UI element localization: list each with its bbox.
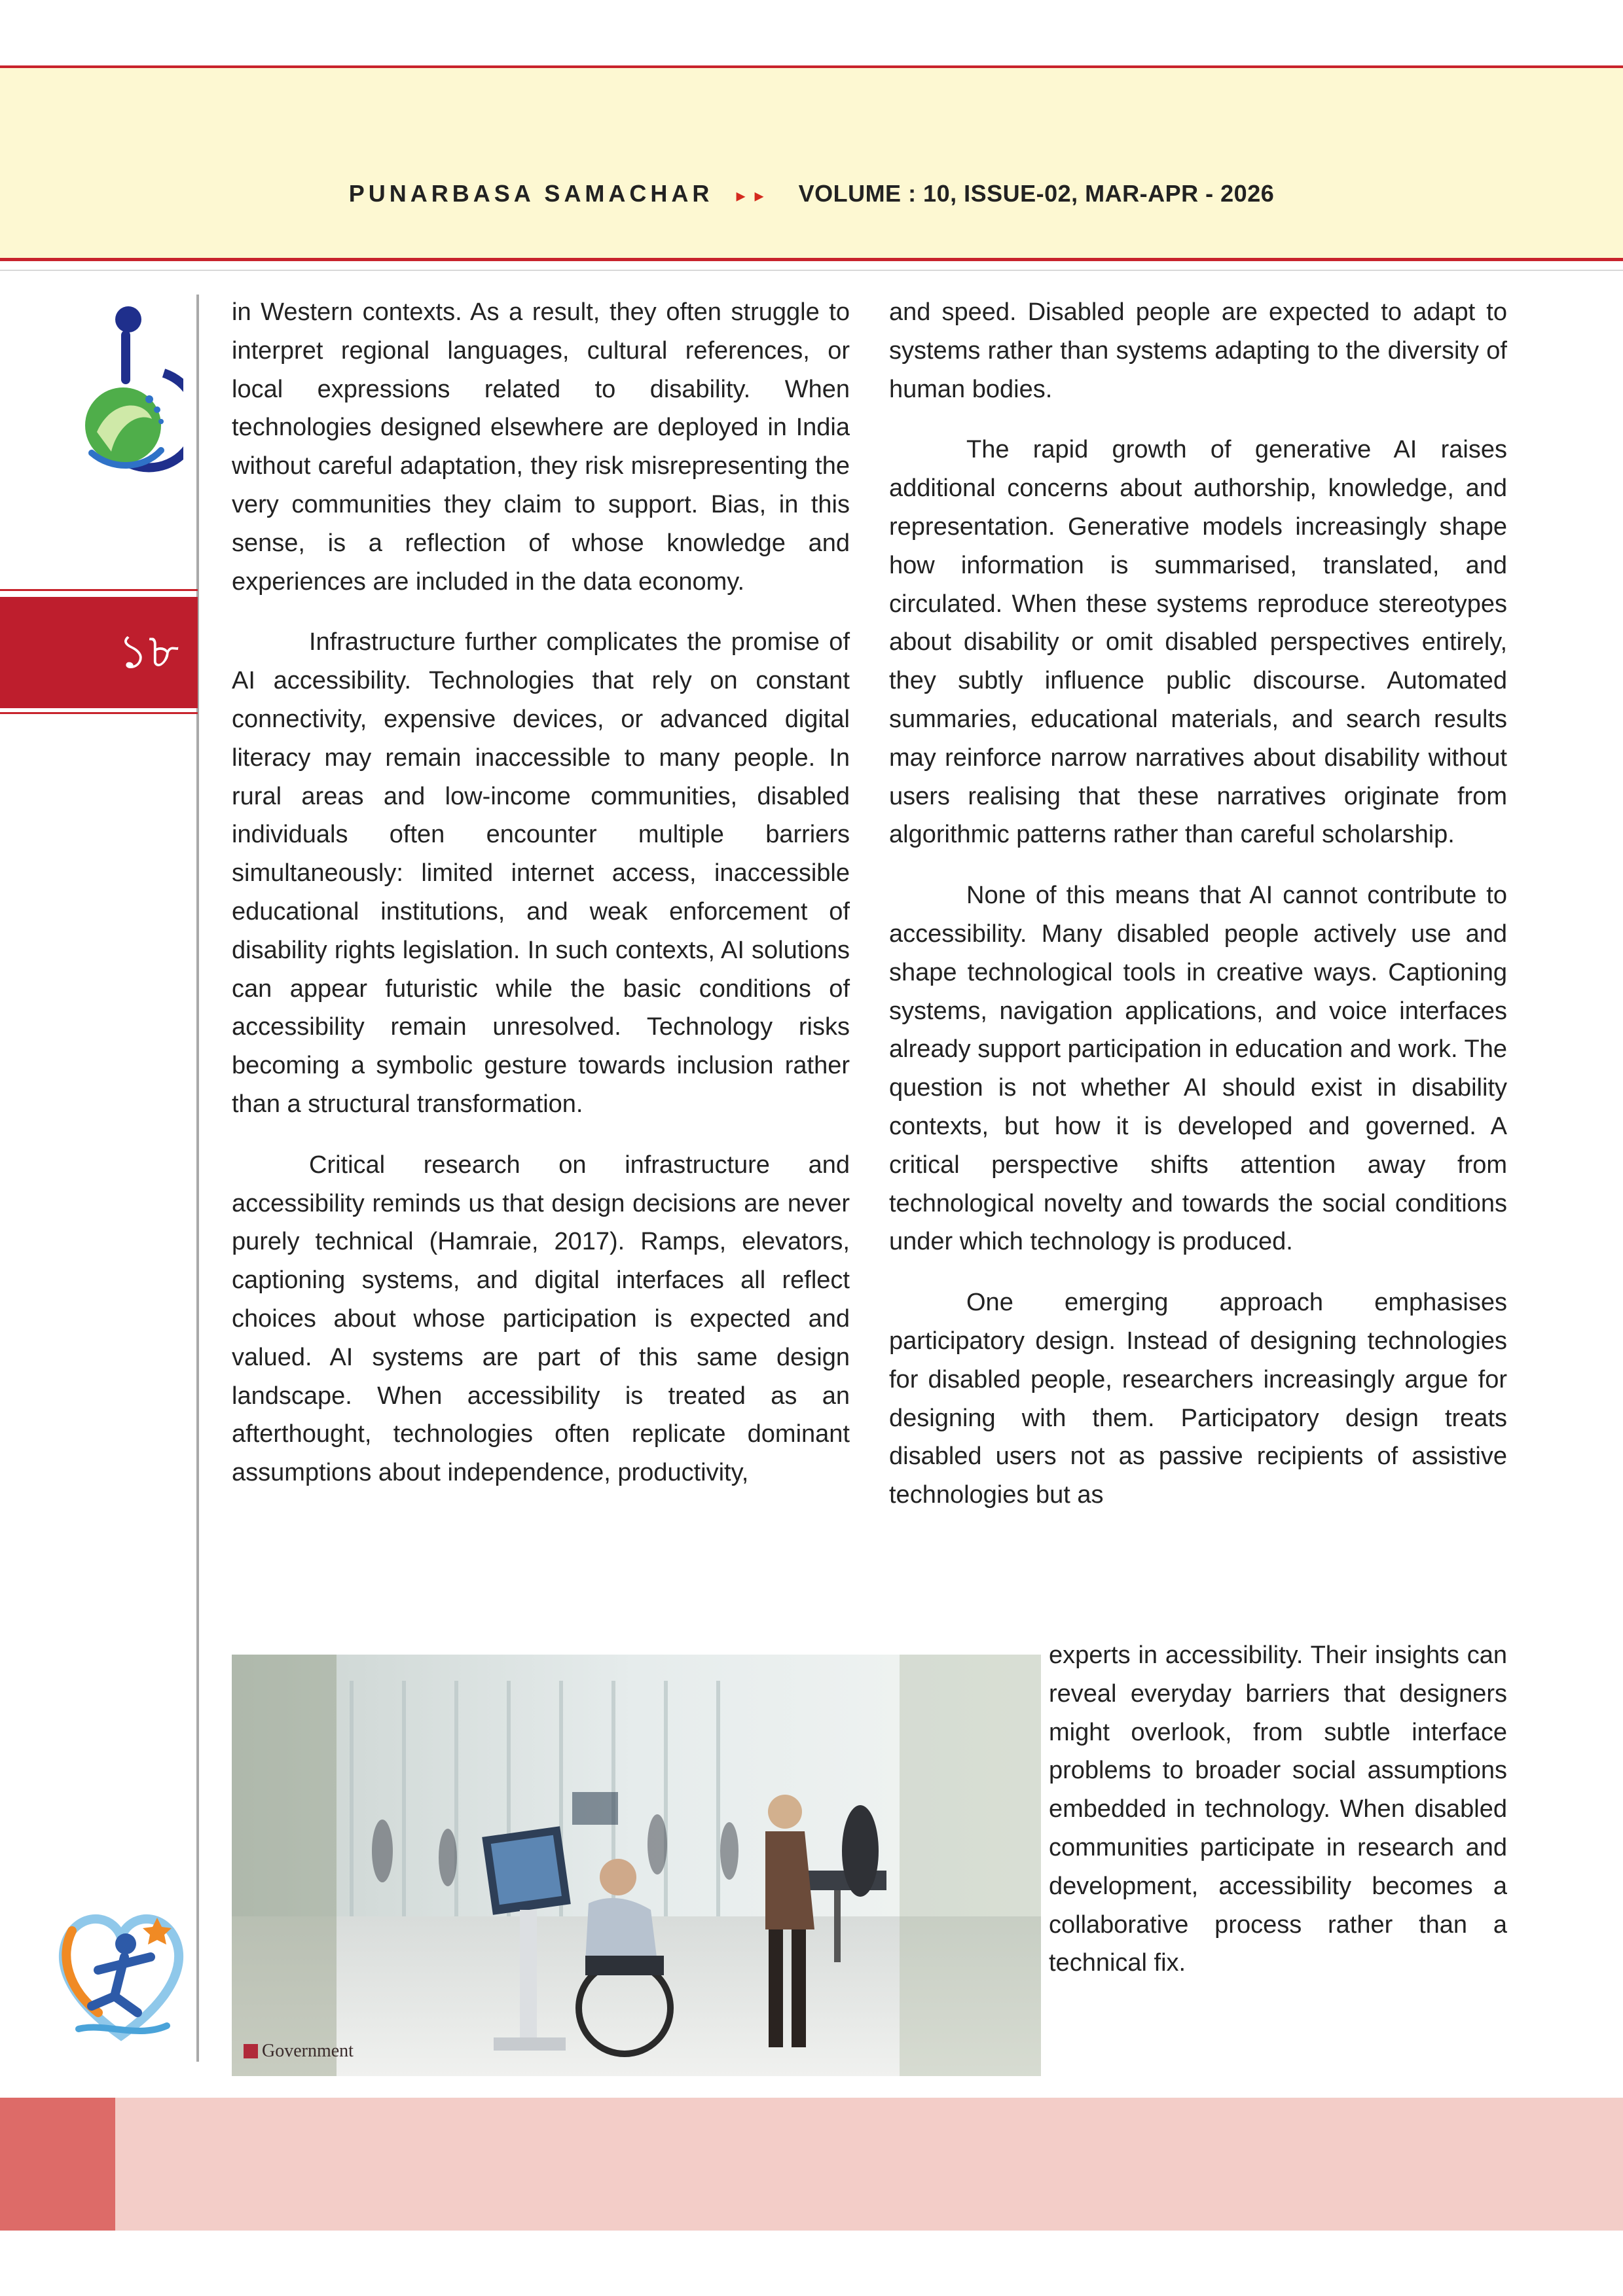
right-paragraph-1: and speed. Disabled people are expected to adapt to systems rather than systems adapting to the diversity of human bodies. [889, 298, 1507, 403]
photo-caption-text: Government [262, 2041, 354, 2061]
publication-name: PUNARBASA SAMACHAR [348, 180, 714, 207]
right-paragraph-4-continued: experts in accessibility. Their insights can reveal everyday barriers that designers might overlook, from subtle interface problems to broader social assumptions embedded in technology. When disabled communities participate in research and development, accessibility becomes a collaborative process rather than a technical fix. [1049, 1641, 1507, 1977]
arrow-icons: ▸▸ [736, 185, 773, 206]
volume-issue: VOLUME : 10, ISSUE-02, MAR-APR - 2026 [798, 180, 1275, 207]
page-number-rule-top [0, 589, 198, 591]
right-paragraph-3: None of this means that AI cannot contribute to accessibility. Many disabled people actively use and shape technological tools in creative ways. Captioning systems, navigation applications, and voice interfaces already support participation in education and work. The question is not whether AI should exist in disability contexts, but how it is developed and governed. A critical perspective shifts attention away from technological novelty and towards the social conditions under which technology is produced. [889, 882, 1507, 1256]
left-paragraph-2: Infrastructure further complicates the promise of AI accessibility. Technologies that rely on constant connectivity, expensive devices, or advanced digital literacy may remain inaccessible to many people. In rural areas and low-income communities, disabled individuals often encounter multiple barriers simultaneously: limited internet access, inaccessible educational institutions, and weak enforcement of disability rights legislation. In such contexts, AI solutions can appear futuristic while the basic conditions of accessibility remain unresolved. Technology risks becoming a symbolic gesture towards inclusion rather than a structural transformation. [232, 628, 850, 1118]
kiosk-scene-image [232, 1655, 1041, 2076]
footer-left-block [0, 2098, 115, 2231]
masthead [0, 180, 1623, 207]
right-paragraph-4: One emerging approach emphasises participatory design. Instead of designing technologies for disabled people, researchers increasingly argue for designing with them. Participatory design treats disabled users not as passive recipients of assistive technologies but as [889, 1289, 1507, 1509]
header-band [0, 68, 1623, 258]
margin-rule [196, 295, 199, 2062]
footer-right-block [115, 2098, 1623, 2231]
right-paragraph-2: The rapid growth of generative AI raises additional concerns about authorship, knowledge, and representation. Generative models increasingly shape how information is summarised, translated, and circulated. When these systems reproduce stereotypes about disability or omit disabled perspectives entirely, they subtly influence public discourse. Automated summaries, educational materials, and search results may reinforce narrow narratives about disability without users realising that these narratives originate from algorithmic patterns rather than careful scholarship. [889, 436, 1507, 849]
page-number-rule-bottom [0, 712, 198, 714]
header-bottom-rule [0, 258, 1623, 261]
page-number: ১৮ [118, 624, 179, 679]
article-photo [232, 1655, 1041, 2076]
left-paragraph-3: Critical research on infrastructure and accessibility reminds us that design decisions are never purely technical (Hamraie, 2017). Ramps, elevators, captioning systems, and digital interfaces all reflect choices about whose participation is expected and valued. AI systems are part of this same design landscape. When accessibility is treated as an afterthought, technologies often replicate dominant assumptions about independence, productivity, [232, 1151, 850, 1487]
left-column [232, 293, 850, 1492]
right-column [889, 293, 1507, 1515]
left-paragraph-1: in Western contexts. As a result, they often struggle to interpret regional languages, cultural references, or local expressions related to disability. When technologies designed elsewhere are deployed in India without careful adaptation, they risk misrepresenting the very communities they claim to support. Bias, in this sense, is a reflection of whose knowledge and experiences are included in the data economy. [232, 298, 850, 596]
wheelchair-logo-icon [65, 301, 183, 497]
play-icon [244, 2044, 258, 2058]
right-column-wrap-text [1049, 1636, 1507, 1982]
heart-person-logo-icon [52, 1898, 190, 2049]
header-thin-rule [0, 270, 1623, 271]
photo-caption-tag [244, 2041, 354, 2062]
